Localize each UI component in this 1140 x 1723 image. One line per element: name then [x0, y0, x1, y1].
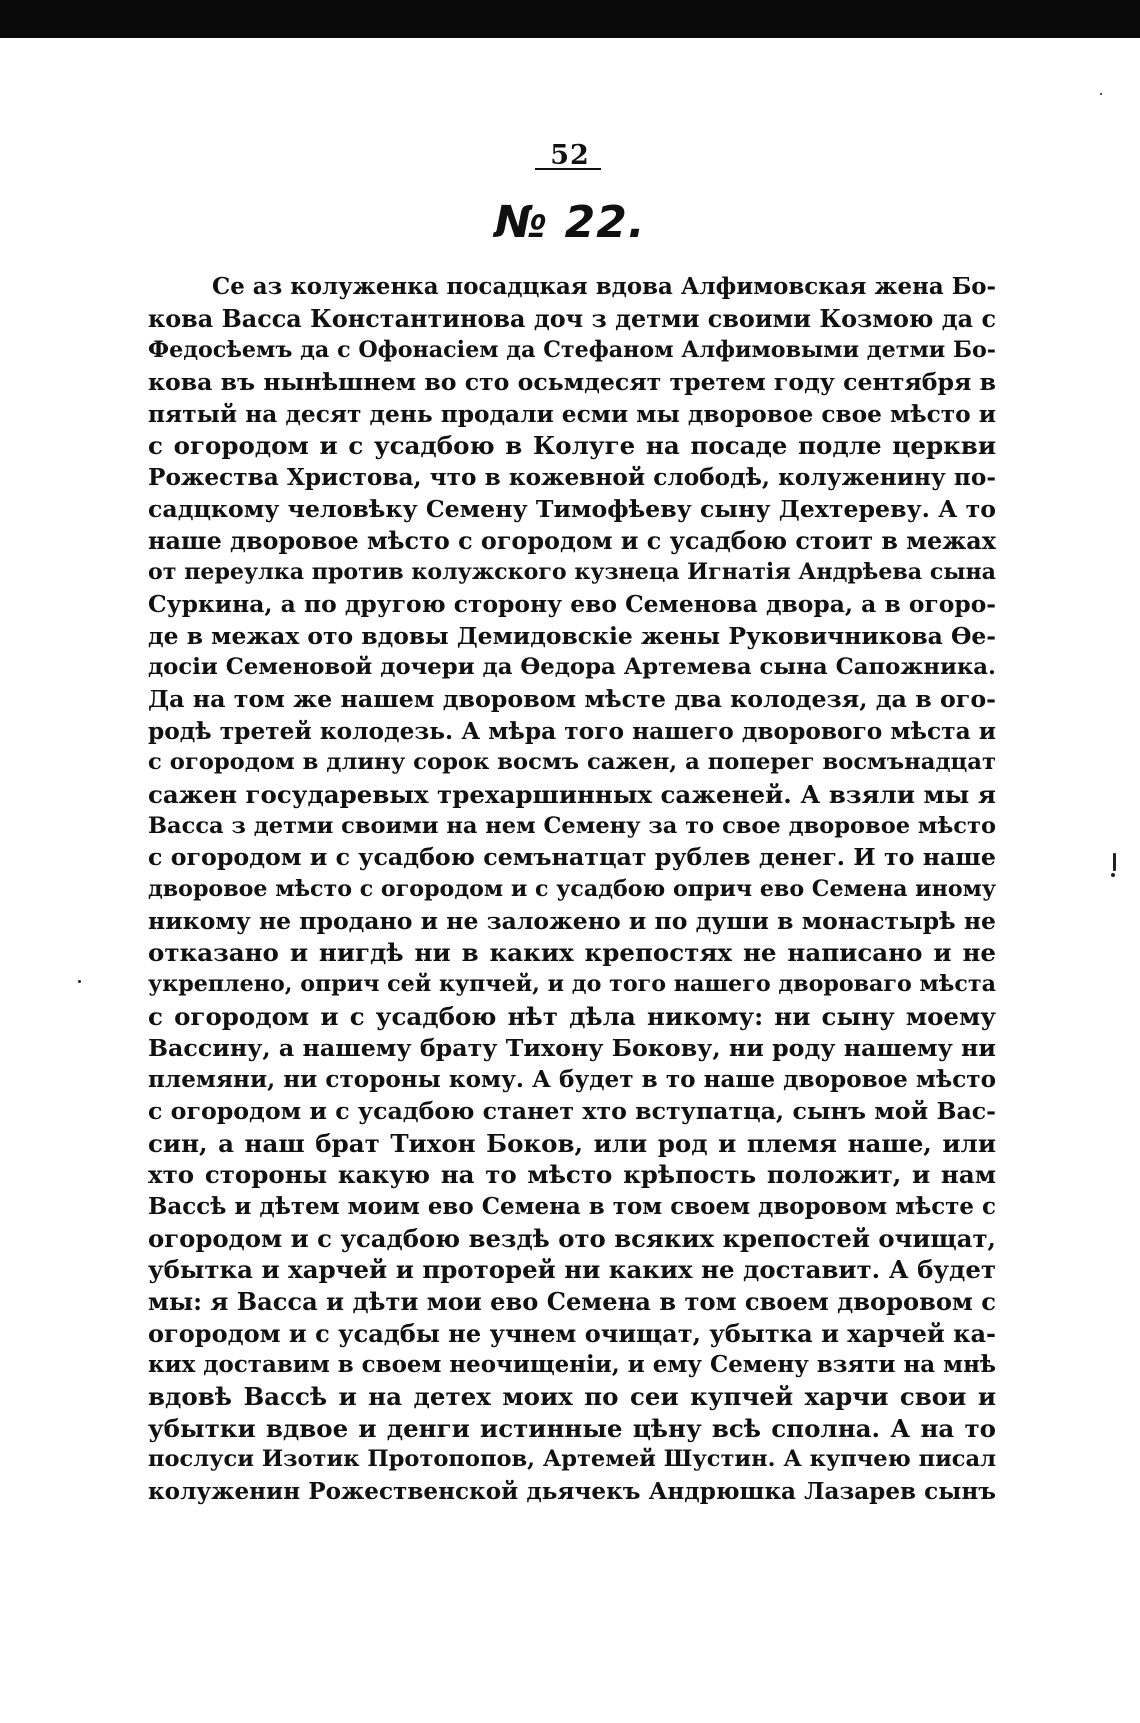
- text-line: с огородом и с усадбою в Колуге на посаде подле церкви: [148, 431, 996, 461]
- text-line: Да на том же нашем дворовом мѣсте два колодезя, да в ого-: [148, 684, 996, 713]
- scan-top-border: [0, 0, 1140, 38]
- text-line: Вассѣ и дѣтем моим ево Семена в том своем дворовом мѣсте с: [148, 1192, 996, 1220]
- text-line: с огородом и с усадбою семънатцат рублев денег. И то наше: [148, 843, 996, 872]
- document-title: № 22.: [494, 197, 646, 248]
- text-line: кова Васса Константинова доч з детми своими Козмою да с: [148, 304, 996, 333]
- scan-speck: [78, 980, 81, 983]
- text-line: син, а наш брат Тихон Боков, или род и племя наше, или: [148, 1128, 996, 1158]
- text-line: укреплено, оприч сей купчей, и до того нашего двороваго мѣста: [148, 971, 996, 998]
- text-line: родѣ третей колодезь. А мѣра того нашего дворового мѣста и: [148, 717, 996, 745]
- text-line: с огородом и с усадбою станет хто вступатца, сынъ мой Вас-: [148, 1096, 996, 1125]
- text-line: мы: я Васса и дѣти мои ево Семена в том своем дворовом с: [148, 1287, 996, 1316]
- text-line: Федосѣемъ да с Офонасіем да Стефаном Алфимовыми детми Бо-: [148, 337, 996, 364]
- page-number-rule: [535, 168, 601, 170]
- text-line: хто стороны какую на то мѣсто крѣпость положит, и нам: [148, 1160, 996, 1190]
- scan-speck: [1111, 873, 1115, 877]
- text-line: с огородом в длину сорок восмъ сажен, а поперег восмънадцат: [148, 749, 996, 776]
- text-line: послуси Изотик Протопопов, Артемей Шустин. А купчею писал: [148, 1446, 996, 1473]
- text-line: с огородом и с усадбою нѣт дѣла никому: ни сыну моему: [148, 1001, 996, 1031]
- text-line: сажен государевых трехаршинных саженей. А взяли мы я: [148, 780, 996, 809]
- text-line: убытки вдвое и денги истинные цѣну всѣ сполна. А на то: [148, 1413, 996, 1443]
- text-line: племяни, ни стороны кому. А будет в то наше дворовое мѣсто: [148, 1066, 996, 1094]
- text-line: отказано и нигдѣ ни в каких крепостях не написано и не: [148, 938, 996, 968]
- text-line: Вассину, а нашему брату Тихону Бокову, ни роду нашему ни: [148, 1033, 996, 1062]
- text-line: огородом и с усадбы не учнем очищат, убытка и харчей ка-: [148, 1318, 996, 1348]
- scan-speck: [1100, 93, 1102, 95]
- text-line: Се аз колуженка посадцкая вдова Алфимовская жена Бо-: [212, 274, 996, 300]
- text-line: дворовое мѣсто с огородом и с усадбою оприч ево Семена иному: [148, 876, 997, 903]
- text-line: де в межах ото вдовы Демидовскіе жены Руковичникова Ѳе-: [148, 621, 996, 650]
- text-line: огородом и с усадбою вездѣ ото всяких крепостей очищат,: [148, 1223, 996, 1253]
- document-body: [148, 272, 996, 1508]
- text-line: кова въ нынѣшнем во сто осьмдесят третем году сентября в: [148, 368, 996, 397]
- text-line: Васса з детми своими на нем Семену за то свое дворовое мѣсто: [148, 812, 996, 839]
- text-line: вдовѣ Вассѣ и на детех моих по сеи купчей харчи свои и: [148, 1382, 996, 1412]
- text-line: садцкому человѣку Семену Тимофѣеву сыну Дехтереву. А то: [148, 494, 996, 523]
- text-line: досіи Семеновой дочери да Ѳедора Артемева сына Сапожника.: [148, 654, 996, 681]
- text-line: Рожества Христова, что в кожевной слободѣ, колуженину по-: [148, 464, 996, 492]
- text-line: колуженин Рожественской дьячекъ Андрюшка Лазарев сынъ: [148, 1478, 996, 1506]
- scan-speck: [1113, 853, 1116, 871]
- page-number: 52: [550, 140, 590, 171]
- text-line: Суркина, а по другою сторону ево Семенова двора, а в огоро-: [148, 589, 996, 618]
- text-line: никому не продано и не заложено и по души в монастырѣ не: [148, 906, 996, 935]
- text-line: от переулка против колужского кузнеца Игнатія Андрѣева сына: [148, 559, 996, 586]
- text-line: пятый на десят день продали есми мы дворовое свое мѣсто и: [148, 400, 997, 428]
- text-line: убытка и харчей и проторей ни каких не доставит. А будет: [148, 1255, 996, 1285]
- text-line: ких доставим в своем неочищеніи, и ему Семену взяти на мнѣ: [148, 1351, 996, 1379]
- text-line: наше дворовое мѣсто с огородом и с усадбою стоит в межах: [148, 526, 996, 555]
